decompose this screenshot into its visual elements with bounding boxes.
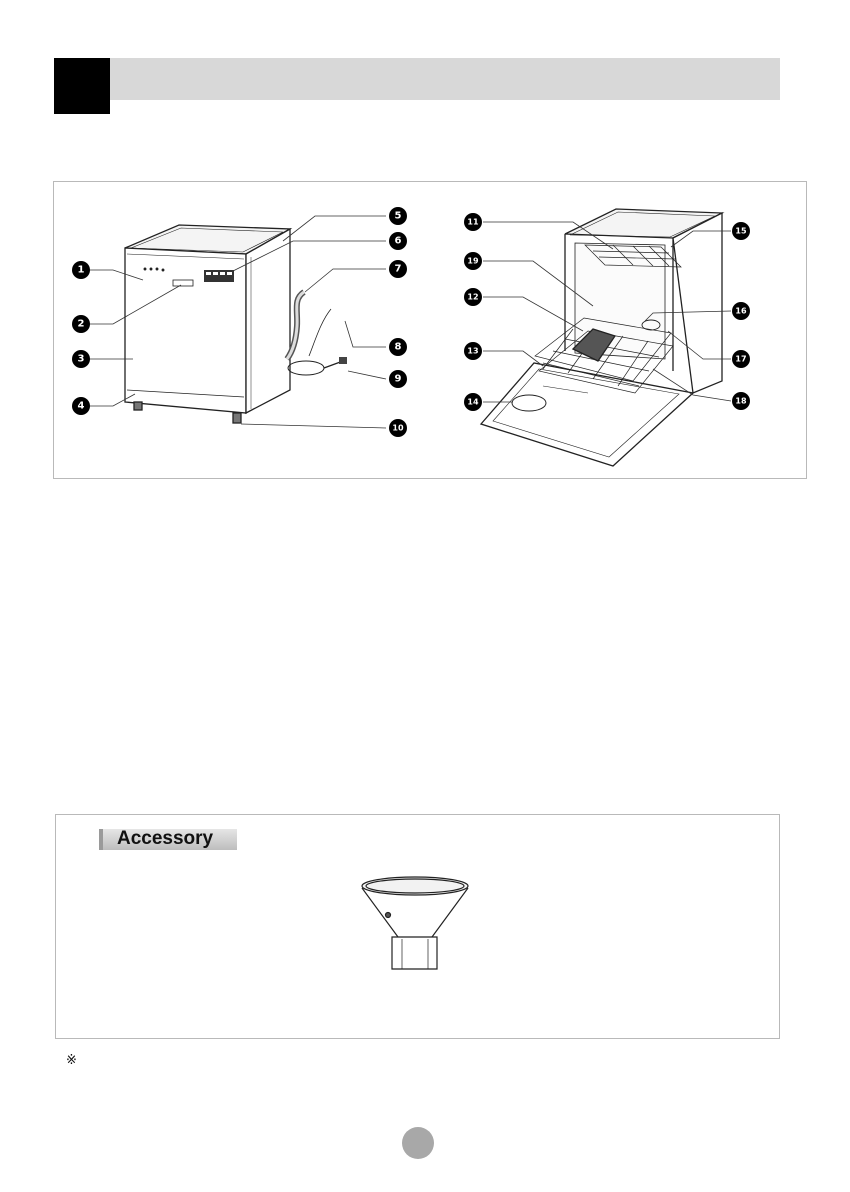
svg-text:1: 1 — [77, 264, 85, 276]
svg-text:8: 8 — [394, 341, 402, 353]
dishwasher-closed-illustration — [125, 225, 347, 423]
callout-8 — [389, 338, 407, 356]
callout-18 — [732, 392, 750, 410]
callout-3 — [72, 350, 90, 368]
svg-text:9: 9 — [394, 373, 402, 385]
svg-text:13: 13 — [467, 346, 479, 356]
section-title-bar — [110, 58, 780, 100]
callout-2 — [72, 315, 90, 333]
svg-text:7: 7 — [394, 263, 402, 275]
callout-13 — [464, 342, 482, 360]
callout-9 — [389, 370, 407, 388]
svg-text:17: 17 — [735, 354, 747, 364]
svg-text:2: 2 — [77, 318, 85, 330]
svg-text:14: 14 — [467, 397, 479, 407]
svg-text:12: 12 — [467, 292, 479, 302]
callout-11 — [464, 213, 482, 231]
callout-1 — [72, 261, 90, 279]
callout-16 — [732, 302, 750, 320]
callout-4 — [72, 397, 90, 415]
callout-12 — [464, 288, 482, 306]
accessory-label: Accessory — [117, 828, 214, 849]
svg-text:15: 15 — [735, 226, 747, 236]
svg-text:6: 6 — [394, 235, 402, 247]
page-number-marker — [402, 1127, 434, 1159]
svg-text:11: 11 — [467, 217, 479, 227]
callout-10 — [389, 419, 407, 437]
callout-19 — [464, 252, 482, 270]
parts-diagram — [53, 181, 807, 479]
svg-text:16: 16 — [735, 306, 747, 316]
svg-text:10: 10 — [392, 423, 404, 433]
svg-text:4: 4 — [77, 400, 85, 412]
funnel-icon — [355, 875, 475, 975]
svg-text:5: 5 — [394, 210, 402, 222]
section-marker — [54, 58, 110, 114]
callout-14 — [464, 393, 482, 411]
callout-15 — [732, 222, 750, 240]
svg-text:18: 18 — [735, 396, 747, 406]
svg-text:3: 3 — [77, 353, 85, 365]
callout-5 — [389, 207, 407, 225]
callout-17 — [732, 350, 750, 368]
svg-text:19: 19 — [467, 256, 479, 266]
dishwasher-open-illustration — [481, 209, 722, 466]
callout-7 — [389, 260, 407, 278]
callout-6 — [389, 232, 407, 250]
note-symbol: ※ — [66, 1053, 77, 1068]
